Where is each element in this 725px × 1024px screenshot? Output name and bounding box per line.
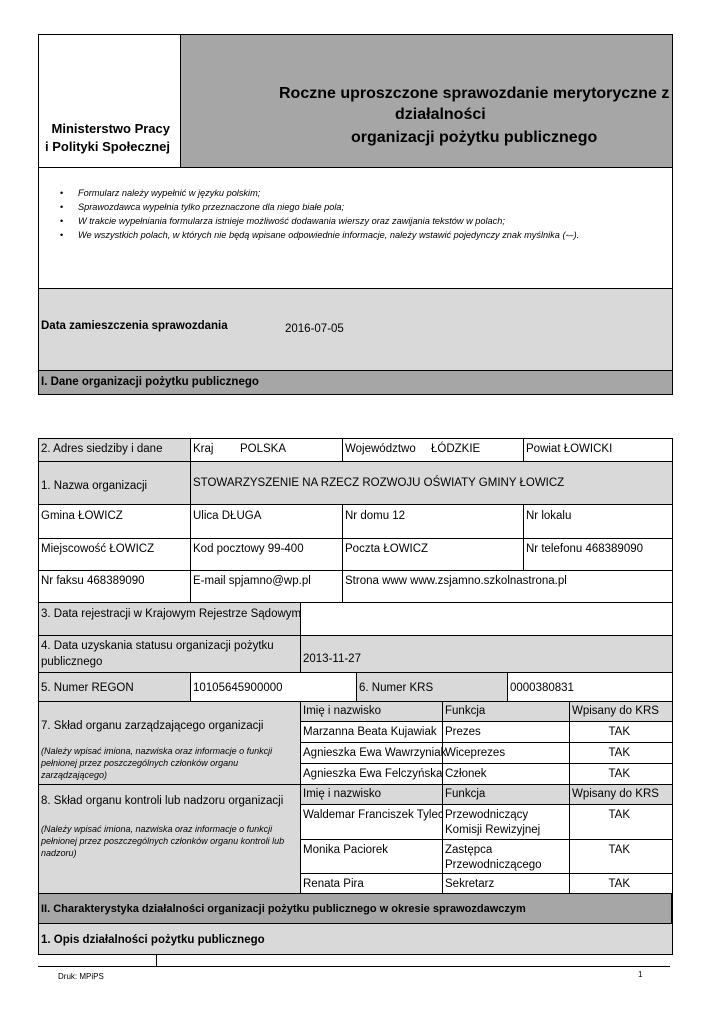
control-header-krs: Wpisany do KRS xyxy=(569,784,673,805)
org-name-value-cell: STOWARZYSZENIE NA RZECZ ROZWOJU OŚWIATY GMINY ŁOWICZ xyxy=(190,461,673,505)
kod-pocztowy-cell: Kod pocztowy 99-400 xyxy=(190,538,343,571)
www-cell: Strona www www.zsjamno.szkolnastrona.pl xyxy=(342,570,673,603)
wojewodztwo-cell: Województwo ŁÓDZKIE xyxy=(342,438,524,462)
section-2-title: II. Charakterystyka działalności organizacji pożytku publicznego w okresie sprawozdawczym xyxy=(38,893,673,924)
footer-rule xyxy=(38,966,670,967)
report-date-value: 2016-07-05 xyxy=(285,323,344,335)
control-note: (Należy wpisać imiona, nazwiska oraz informacje o funkcji pełnionej przez poszczególnych członków organu kontroli lub nadzoru) xyxy=(41,824,285,858)
powiat-cell: Powiat ŁOWICKI xyxy=(523,438,673,462)
board-row-3-krs: TAK xyxy=(569,763,673,785)
faks-cell: Nr faksu 468389090 xyxy=(38,570,191,603)
title-line-1: Roczne uproszczone sprawozdanie merytoryczne z xyxy=(279,85,670,102)
report-date-label: Data zamieszczenia sprawozdania xyxy=(41,320,228,332)
ulica-cell: Ulica DŁUGA xyxy=(190,504,343,539)
board-header-name: Imię i nazwisko xyxy=(300,701,443,722)
board-row-3-name: Agnieszka Ewa Felczyńska xyxy=(300,763,443,785)
control-row-1-role: Przewodniczący Komisji Rewizyjnej xyxy=(442,804,570,840)
gmina-cell: Gmina ŁOWICZ xyxy=(38,504,191,539)
regon-label-cell: 5. Numer REGON xyxy=(38,672,191,702)
ministry-name: Ministerstwo Pracy i Polityki Społecznej xyxy=(45,121,170,154)
control-row-3-role: Sekretarz xyxy=(442,873,570,894)
board-row-2-role: Wiceprezes xyxy=(442,742,570,764)
board-row-1-krs: TAK xyxy=(569,721,673,743)
instructions-list xyxy=(60,186,579,242)
board-header-krs: Wpisany do KRS xyxy=(569,701,673,722)
control-row-3-krs: TAK xyxy=(569,873,673,894)
instruction-item: • Sprawozdawca wypełnia tylko przeznaczone dla niego białe pola; xyxy=(60,200,579,214)
instruction-item: • Formularz należy wypełnić w języku polskim; xyxy=(60,186,579,200)
instruction-item: • We wszystkich polach, w których nie będą wpisane odpowiednie informacje, należy wstawić pojedynczy znak myślnika (-–). xyxy=(60,228,579,242)
control-row-1-krs: TAK xyxy=(569,804,673,840)
address-label-cell: 2. Adres siedziby i dane xyxy=(38,438,191,462)
opp-status-label-cell: 4. Data uzyskania statusu organizacji pożytku publicznego xyxy=(38,635,301,673)
kraj-cell: Kraj POLSKA xyxy=(190,438,343,462)
board-row-2-name: Agnieszka Ewa Wawrzyniak xyxy=(300,742,443,764)
control-row-2-name: Monika Paciorek xyxy=(300,839,443,874)
control-header-name: Imię i nazwisko xyxy=(300,784,443,805)
board-row-1-role: Prezes xyxy=(442,721,570,743)
board-row-1-name: Marzanna Beata Kujawiak xyxy=(300,721,443,743)
nr-lokalu-cell: Nr lokalu xyxy=(523,504,673,539)
email-cell: E-mail spjamno@wp.pl xyxy=(190,570,343,603)
section-2-subtitle: 1. Opis działalności pożytku publicznego xyxy=(38,923,673,955)
control-row-1-name: Waldemar Franciszek Tylec xyxy=(300,804,443,840)
title-line-2: działalności xyxy=(395,106,486,123)
page-number: 1 xyxy=(638,970,643,979)
miejscowosc-cell: Miejscowość ŁOWICZ xyxy=(38,538,191,571)
nr-domu-cell: Nr domu 12 xyxy=(342,504,524,539)
board-note: (Należy wpisać imiona, nazwiska oraz informacje o funkcji pełnionej przez poszczególnych członków organu zarządzającego) xyxy=(41,746,273,780)
telefon-cell: Nr telefonu 468389090 xyxy=(523,538,673,571)
regon-value-cell: 10105645900000 xyxy=(190,672,357,702)
board-label-cell: 7. Skład organu zarządzającego organizacji (Należy wpisać imiona, nazwiska oraz informacje o funkcji pełnionej przez poszczególnych członków organu zarządzającego) xyxy=(38,701,301,785)
section-1-title: I. Dane organizacji pożytku publicznego xyxy=(38,370,673,395)
control-row-2-krs: TAK xyxy=(569,839,673,874)
board-header-role: Funkcja xyxy=(442,701,570,722)
board-row-2-krs: TAK xyxy=(569,742,673,764)
krs-label-cell: 6. Numer KRS xyxy=(356,672,508,702)
control-header-role: Funkcja xyxy=(442,784,570,805)
krs-registration-value-cell xyxy=(300,602,673,636)
board-row-3-role: Członek xyxy=(442,763,570,785)
title-line-3: organizacji pożytku publicznego xyxy=(351,129,598,146)
krs-registration-label-cell: 3. Data rejestracji w Krajowym Rejestrze Sądowym xyxy=(38,602,301,636)
krs-value-cell: 0000380831 xyxy=(507,672,673,702)
header-title-cell xyxy=(180,34,673,168)
header-ministry-cell xyxy=(38,34,181,168)
footer-left: Druk: MPiPS xyxy=(58,972,104,981)
poczta-cell: Poczta ŁOWICZ xyxy=(342,538,524,571)
org-name-label-cell: 1. Nazwa organizacji xyxy=(38,461,191,505)
opp-status-value-cell: 2013-11-27 xyxy=(300,635,673,673)
report-date-row xyxy=(38,288,673,371)
instruction-item: • W trakcie wypełniania formularza istnieje możliwość dodawania wierszy oraz zawijania tekstów w polach; xyxy=(60,214,579,228)
control-label-cell: 8. Skład organu kontroli lub nadzoru organizacji (Należy wpisać imiona, nazwiska oraz informacje o funkcji pełnionej przez poszczególnych członków organu kontroli lub nadzoru) xyxy=(38,784,301,894)
control-row-3-name: Renata Pira xyxy=(300,873,443,894)
control-row-2-role: Zastępca Przewodniczącego xyxy=(442,839,570,874)
